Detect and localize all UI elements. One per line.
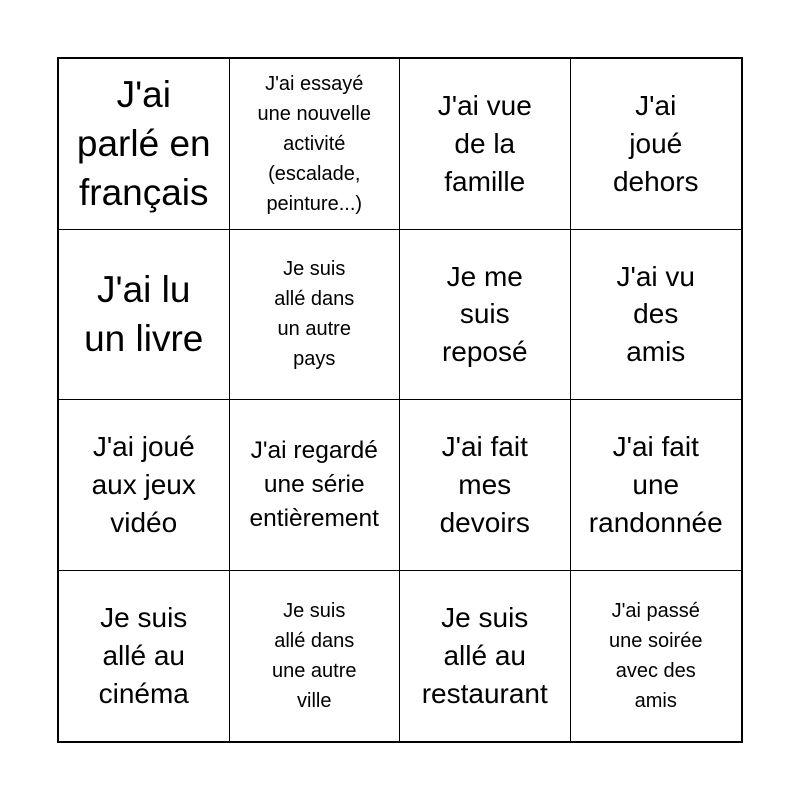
bingo-cell — [230, 400, 401, 571]
bingo-cell — [59, 230, 230, 401]
bingo-cell — [400, 571, 571, 742]
bingo-cell — [571, 400, 742, 571]
bingo-cell — [571, 571, 742, 742]
bingo-cell-text: J'ai vue de la famille — [437, 90, 532, 197]
bingo-cell — [571, 59, 742, 230]
bingo-cell-text: Je suis allé dans un autre pays — [274, 258, 355, 371]
bingo-cell-text: J'ai essayé une nouvelle activité (escalade, peinture...) — [257, 72, 371, 215]
bingo-cell-text: Je suis allé au cinéma — [98, 602, 189, 709]
bingo-cell-text: J'ai regardé une série entièrement — [249, 437, 379, 532]
bingo-cell — [59, 59, 230, 230]
bingo-cell-text: J'ai lu un livre — [84, 269, 204, 360]
bingo-card — [57, 57, 743, 743]
bingo-cell — [230, 571, 401, 742]
bingo-cell-text: J'ai passé une soirée avec des amis — [609, 599, 703, 712]
bingo-cell-text: Je suis allé dans une autre ville — [271, 599, 357, 712]
bingo-cell-text: J'ai fait une randonnée — [588, 431, 723, 538]
bingo-cell — [400, 59, 571, 230]
bingo-cell — [400, 230, 571, 401]
bingo-cell-text: J'ai joué dehors — [612, 90, 699, 197]
bingo-cell — [571, 230, 742, 401]
bingo-cell-text: Je suis allé au restaurant — [421, 602, 548, 709]
bingo-cell — [230, 59, 401, 230]
bingo-cell — [59, 400, 230, 571]
bingo-cell — [400, 400, 571, 571]
bingo-cell-text: J'ai parlé en français — [76, 73, 211, 214]
bingo-cell-text: Je me suis reposé — [441, 260, 528, 368]
bingo-cell — [230, 230, 401, 401]
bingo-cell-text: J'ai joué aux jeux vidéo — [91, 431, 196, 538]
bingo-cell — [59, 571, 230, 742]
bingo-cell-text: J'ai fait mes devoirs — [439, 431, 530, 538]
bingo-cell-text: J'ai vu des amis — [616, 260, 695, 368]
